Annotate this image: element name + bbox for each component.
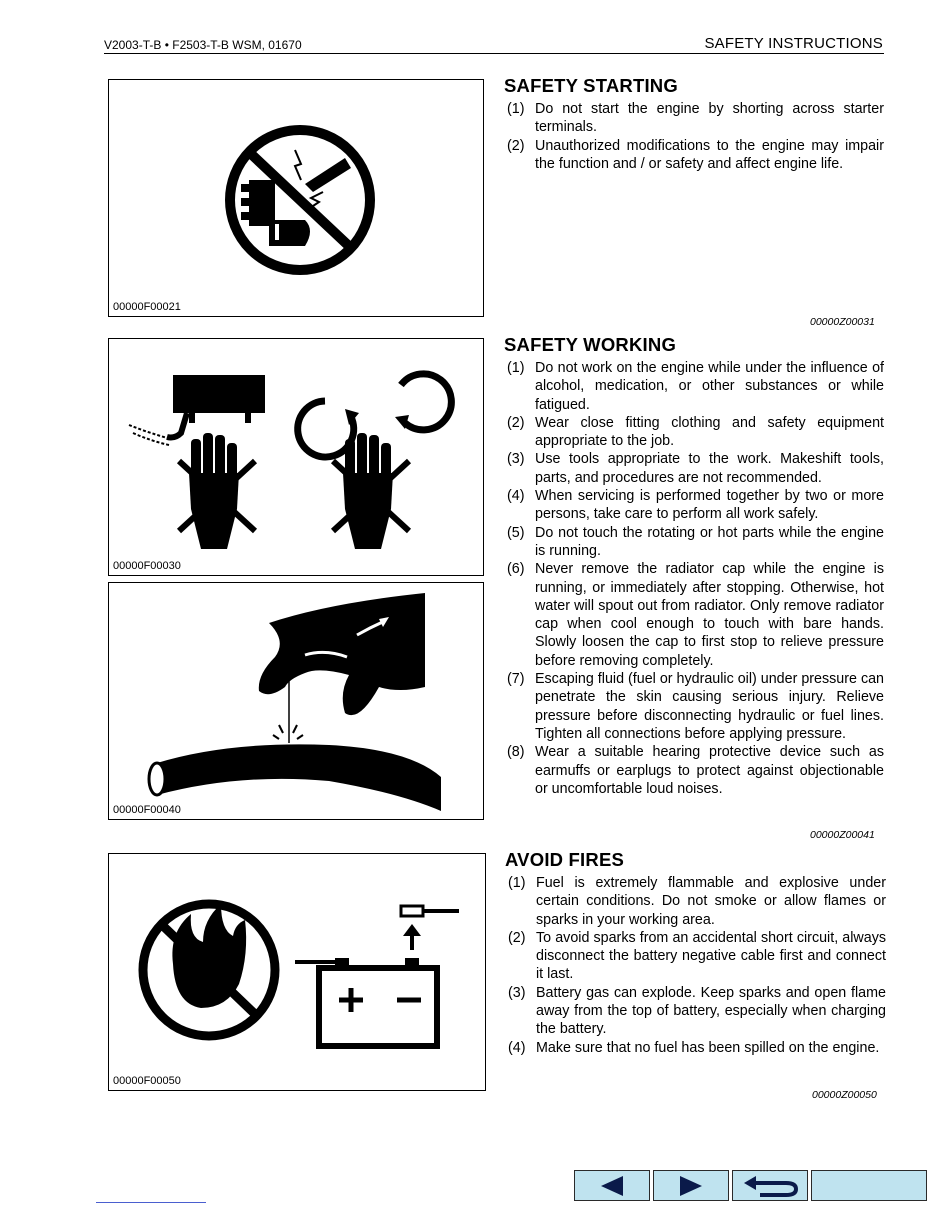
section-title-avoid-fires: AVOID FIRES	[505, 849, 625, 870]
arrow-right-icon	[676, 1175, 706, 1197]
list-item: (6) Never remove the radiator cap while the engine is running, or immediately after stopping. Otherwise, hot water will spout out from radiator. Only remove radiator cap when cool enough to touch with bare hands. Slowly loosen the cap to first stop to relieve pressure before removing completely.	[507, 561, 884, 669]
list-item: (4) When servicing is performed together by two or more persons, take care to perform all work safely.	[507, 488, 884, 523]
return-arrow-icon	[738, 1174, 802, 1198]
section-code: 00000Z00050	[812, 1089, 877, 1101]
no-fire-battery-icon	[109, 854, 485, 1090]
list-item: (3) Use tools appropriate to the work. Makeshift tools, parts, and procedures are not recommended.	[507, 451, 884, 486]
section-title-safety-working: SAFETY WORKING	[504, 334, 677, 355]
figure-safety-starting	[108, 79, 484, 317]
hand-left	[179, 433, 255, 549]
page-header-title: SAFETY INSTRUCTIONS	[704, 35, 883, 52]
list-item: (8) Wear a suitable hearing protective device such as earmuffs or earplugs to protect against objectionable or uncomfortable loud noises.	[507, 744, 884, 797]
figure-safety-working-rotating	[108, 338, 484, 576]
avoid-fires-list	[508, 874, 886, 1057]
no-shorting-starter-icon	[109, 80, 483, 316]
escaping-fluid-hand-icon	[109, 583, 483, 819]
list-item: (1) Do not start the engine by shorting across starter terminals.	[507, 101, 884, 136]
list-item: (3) Battery gas can explode. Keep sparks and open flame away from the top of battery, especially when charging the battery.	[508, 984, 886, 1038]
list-item: (1) Do not work on the engine while under the influence of alcohol, medication, or other substances or while fatigued.	[507, 360, 884, 413]
figure-code: 00000F00040	[113, 804, 181, 816]
list-item: (2) To avoid sparks from an accidental short circuit, always disconnect the battery negative cable first and connect it last.	[508, 929, 886, 983]
page-navigation	[574, 1170, 927, 1201]
bottom-link-underline[interactable]	[96, 1202, 206, 1203]
figure-safety-working-fluid	[108, 582, 484, 820]
previous-page-button[interactable]	[574, 1170, 650, 1201]
next-page-button[interactable]	[653, 1170, 729, 1201]
section-code: 00000Z00041	[810, 829, 875, 841]
list-item: (2) Wear close fitting clothing and safety equipment appropriate to the job.	[507, 414, 884, 450]
section-code: 00000Z00031	[810, 316, 875, 328]
list-item: (1) Fuel is extremely flammable and explosive under certain conditions. Do not smoke or allow flames or sparks in your working area.	[508, 875, 886, 928]
header-rule	[104, 53, 884, 54]
safety-starting-list	[507, 100, 884, 173]
return-button[interactable]	[732, 1170, 808, 1201]
figure-code: 00000F00021	[113, 301, 181, 313]
list-item: (5) Do not touch the rotating or hot parts while the engine is running.	[507, 524, 884, 559]
arrow-left-icon	[597, 1175, 627, 1197]
blank-nav-button[interactable]	[811, 1170, 927, 1201]
list-item: (7) Escaping fluid (fuel or hydraulic oil) under pressure can penetrate the skin causing serious injury. Relieve pressure before disconnecting hydraulic or fuel lines. Tighten all connections before applying pressure.	[507, 671, 884, 742]
figure-code: 00000F00050	[113, 1075, 181, 1087]
list-item: (4) Make sure that no fuel has been spilled on the engine.	[508, 1039, 880, 1056]
section-title-safety-starting: SAFETY STARTING	[504, 75, 678, 96]
document-code: V2003-T-B • F2503-T-B WSM, 01670	[104, 38, 302, 52]
list-item: (2) Unauthorized modifications to the engine may impair the function and / or safety and affect engine life.	[507, 137, 884, 172]
figure-code: 00000F00030	[113, 560, 181, 572]
no-touch-rotating-parts-icon	[109, 339, 483, 575]
safety-working-list	[507, 359, 884, 798]
figure-avoid-fires	[108, 853, 486, 1091]
